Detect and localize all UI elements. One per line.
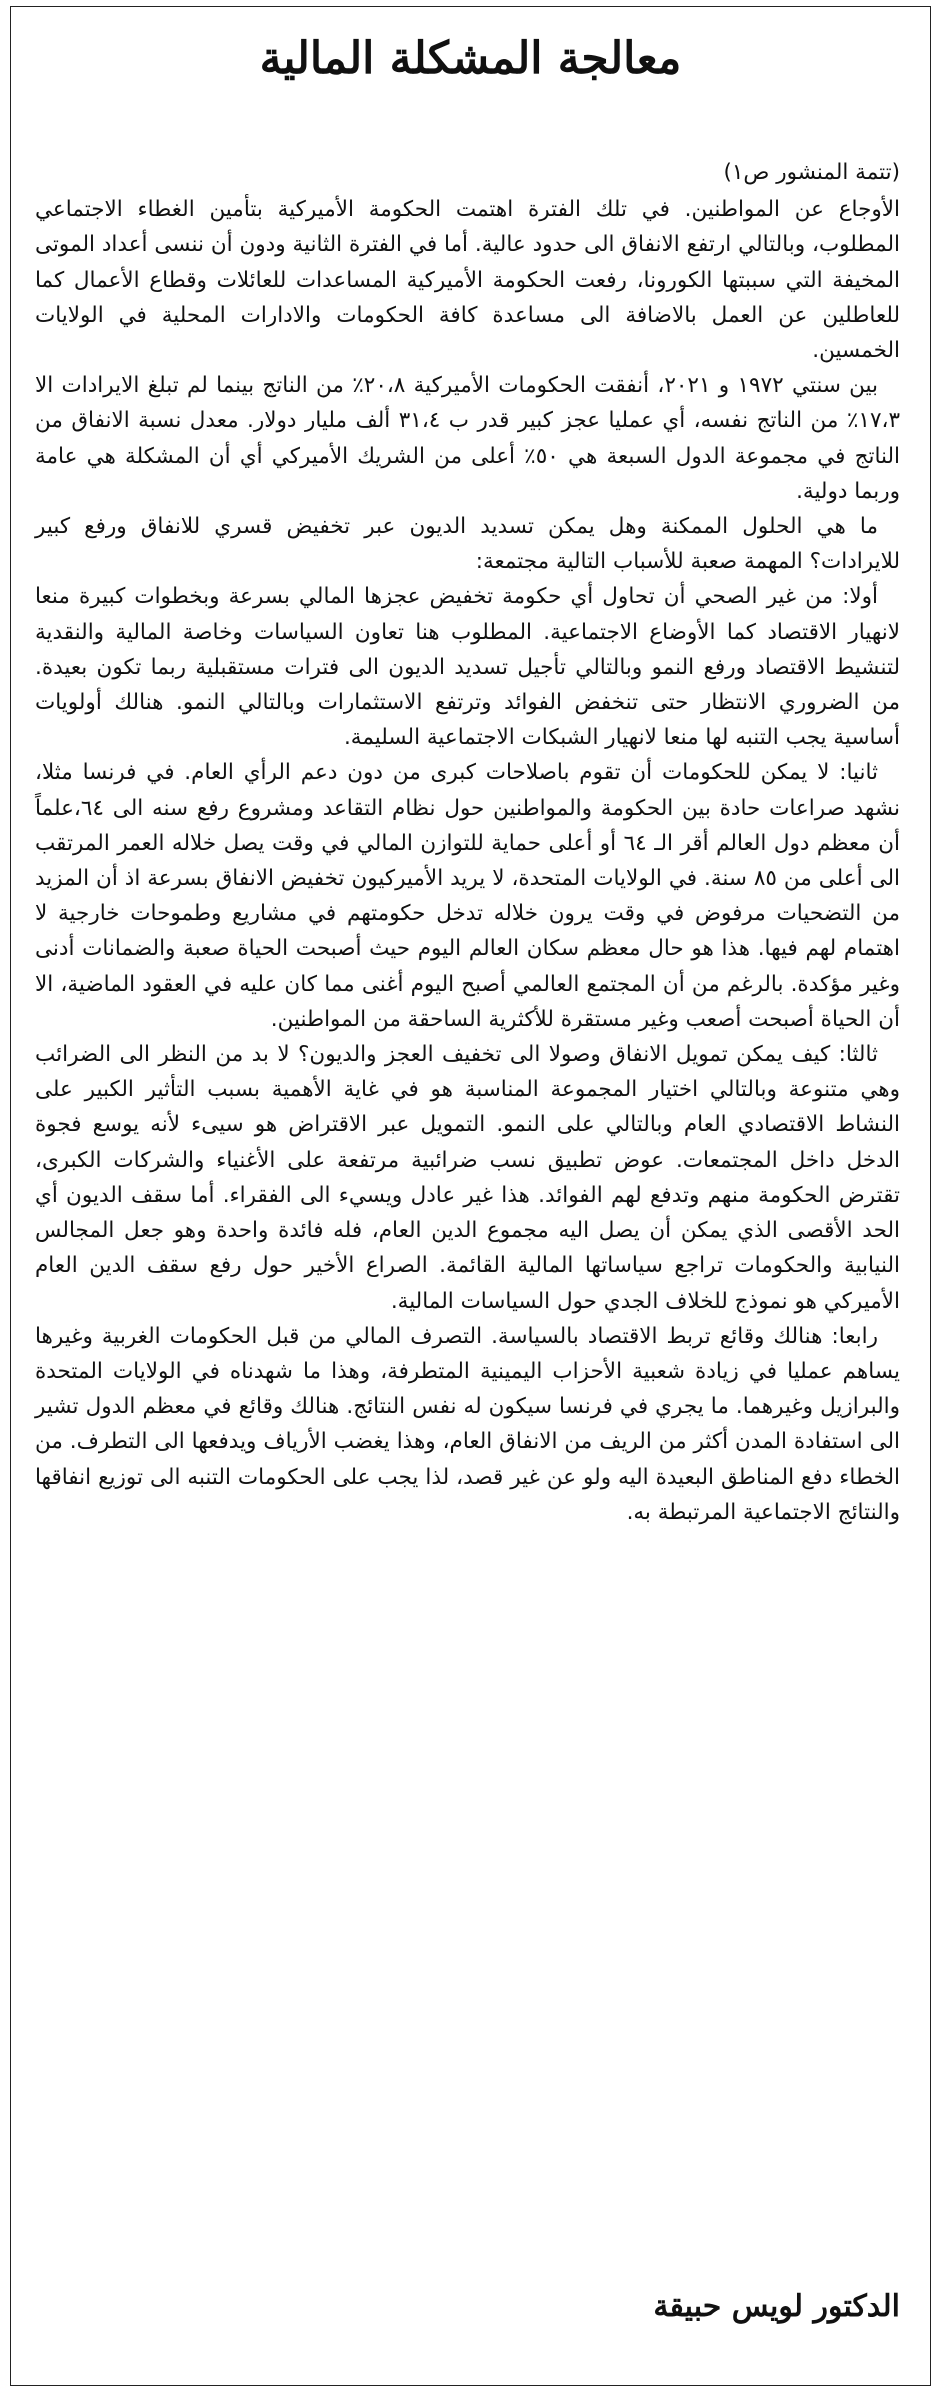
continuation-note: (تتمة المنشور ص١)	[723, 160, 900, 185]
paragraph: أولا: من غير الصحي أن تحاول أي حكومة تخفيض عجزها المالي بسرعة وبخطوات كبيرة منعا لانهيار الاقتصاد كما الأوضاع الاجتماعية. المطلوب هنا تعاون السياسات وخاصة المالية والنقدية لتنشيط الاقتصاد ورفع النمو وبالتالي تأجيل تسديد الديون الى فترات مستقبلية ربما تكون بعيدة. من الضروري الانتظار حتى تنخفض الفوائد وترتفع الاستثمارات وبالتالي النمو. هنالك أولويات أساسية يجب التنبه لها منعا لانهيار الشبكات الاجتماعية السليمة.	[35, 584, 900, 751]
paragraph: بين سنتي ١٩٧٢ و ٢٠٢١، أنفقت الحكومات الأميركية ٢٠،٨٪ من الناتج بينما لم تبلغ الايرادات الا ١٧،٣٪ من الناتج نفسه، أي عمليا عجز كبير قدر ب ٣١،٤ ألف مليار دولار. معدل نسبة الانفاق من الناتج في مجموعة الدول السبعة هي ٥٠٪ أعلى من الشريك الأميركي أي أن المشكلة هي عامة وربما دولية.	[35, 373, 901, 504]
article-title: معالجة المشكلة المالية	[259, 33, 682, 84]
paragraph: ثانيا: لا يمكن للحكومات أن تقوم باصلاحات كبرى من دون دعم الرأي العام. في فرنسا مثلا، نشهد صراعات حادة بين الحكومة والمواطنين حول نظام التقاعد ومشروع رفع سنه الى ٦٤،علماً أن معظم دول العالم أقر الـ ٦٤ أو أعلى حماية للتوازن المالي في وقت يصل خلاله العمر المرتقب الى أعلى من ٨٥ سنة. في الولايات المتحدة، لا يريد الأميركيون تخفيض الانفاق بسرعة اذ أن المزيد من التضحيات مرفوض في وقت يرون خلاله تدخل حكومتهم في مشاريع وطموحات خارجية لا اهتمام لهم فيها. هذا هو حال معظم سكان العالم اليوم حيث أصبحت الحياة صعبة والضمانات أدنى وغير مؤكدة. بالرغم من أن المجتمع العالمي أصبح اليوم أغنى مما كان عليه في العقود الماضية، الا أن الحياة أصبحت أصعب وغير مستقرة للأكثرية الساحقة من المواطنين.	[35, 760, 901, 1032]
paragraph: ثالثا: كيف يمكن تمويل الانفاق وصولا الى تخفيف العجز والديون؟ لا بد من النظر الى الضرائب وهي متنوعة وبالتالي اختيار المجموعة المناسبة هو في غاية الأهمية بسبب التأثير الكبير على النشاط الاقتصادي العام وبالتالي على النمو. التمويل عبر الاقتراض هو سيىء لأنه يوسع فجوة الدخل داخل المجتمعات. عوض تطبيق نسب ضرائبية مرتفعة على الأغنياء والشركات الكبرى، تقترض الحكومة منهم وتدفع لهم الفوائد. هذا غير عادل ويسيء الى الفقراء. أما سقف الديون أي الحد الأقصى الذي يمكن أن يصل اليه مجموع الدين العام، فله فائدة واحدة وهو جعل المجالس النيابية والحكومات تراجع سياساتها المالية القائمة. الصراع الأخير حول رفع سقف الدين العام الأميركي هو نموذج للخلاف الجدي حول السياسات المالية.	[35, 1042, 900, 1314]
article-page	[10, 6, 931, 2386]
paragraph: الأوجاع عن المواطنين. في تلك الفترة اهتمت الحكومة الأميركية بتأمين الغطاء الاجتماعي المطلوب، وبالتالي ارتفع الانفاق الى حدود عالية. أما في الفترة الثانية ودون أن ننسى أعداد الموتى المخيفة التي سببتها الكورونا، رفعت الحكومة الأميركية المساعدات للعائلات وقطاع الأعمال كما للعاطلين عن العمل بالاضافة الى مساعدة كافة الحكومات والادارات المحلية في الولايات الخمسين.	[35, 197, 900, 364]
author-byline: الدكتور لويس حبيقة	[653, 2289, 900, 2324]
article-body	[35, 155, 900, 1530]
paragraph: رابعا: هنالك وقائع تربط الاقتصاد بالسياسة. التصرف المالي من قبل الحكومات الغربية وغيرها يساهم عمليا في زيادة شعبية الأحزاب اليمينية المتطرفة، وهذا ما شهدناه في الولايات المتحدة والبرازيل وغيرهما. ما يجري في فرنسا سيكون له نفس النتائج. هنالك وقائع في معظم الدول تشير الى استفادة المدن أكثر من الريف من الانفاق العام، وهذا يغضب الأرياف ويدفعها الى التطرف. من الخطاء دفع المناطق البعيدة اليه ولو عن غير قصد، لذا يجب على الحكومات التنبه الى توزيع انفاقها والنتائج الاجتماعية المرتبطة به.	[35, 1323, 900, 1525]
paragraph: ما هي الحلول الممكنة وهل يمكن تسديد الديون عبر تخفيض قسري للانفاق ورفع كبير للايرادات؟ المهمة صعبة للأسباب التالية مجتمعة:	[35, 514, 900, 575]
